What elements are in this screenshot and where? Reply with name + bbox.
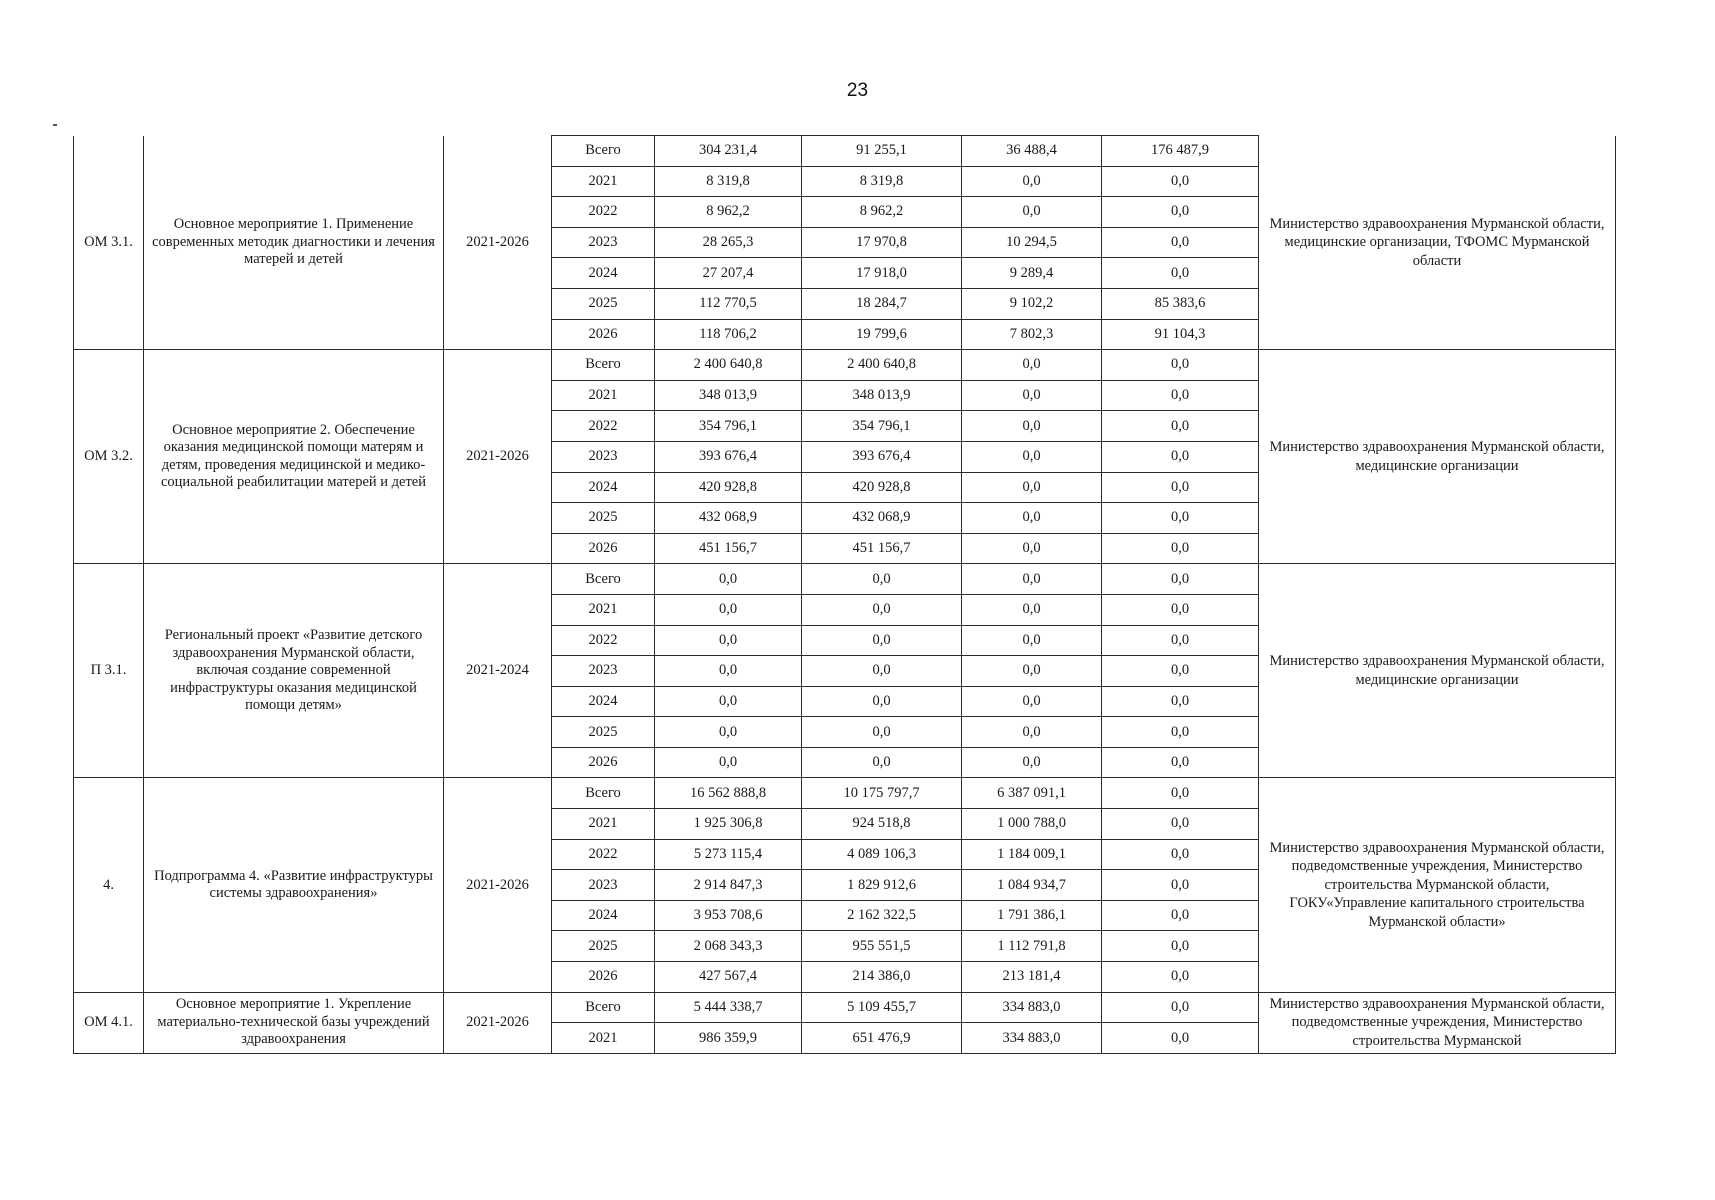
other-sources-cell: 0,0 bbox=[1102, 656, 1259, 687]
total-cell: 5 273 115,4 bbox=[655, 839, 802, 870]
regional-budget-cell: 0,0 bbox=[802, 686, 962, 717]
other-sources-cell: 0,0 bbox=[1102, 778, 1259, 809]
year-cell: Всего bbox=[552, 778, 655, 809]
regional-budget-cell: 393 676,4 bbox=[802, 441, 962, 472]
regional-budget-cell: 10 175 797,7 bbox=[802, 778, 962, 809]
year-cell: 2026 bbox=[552, 962, 655, 993]
year-cell: 2021 bbox=[552, 380, 655, 411]
total-cell: 8 962,2 bbox=[655, 197, 802, 228]
federal-budget-cell: 0,0 bbox=[962, 717, 1102, 748]
year-cell: 2024 bbox=[552, 686, 655, 717]
total-cell: 420 928,8 bbox=[655, 472, 802, 503]
other-sources-cell: 0,0 bbox=[1102, 350, 1259, 381]
regional-budget-cell: 0,0 bbox=[802, 717, 962, 748]
section-code-cell: ОМ 4.1. bbox=[74, 992, 144, 1053]
federal-budget-cell: 0,0 bbox=[962, 747, 1102, 778]
year-cell: 2025 bbox=[552, 717, 655, 748]
year-cell: Всего bbox=[552, 136, 655, 167]
section-period-cell: 2021-2026 bbox=[444, 992, 552, 1053]
total-cell: 0,0 bbox=[655, 747, 802, 778]
responsible-cell: Министерство здравоохранения Мурманской области, медицинские организации bbox=[1259, 350, 1616, 564]
section-name-cell: Основное мероприятие 2. Обеспечение оказания медицинской помощи матерям и детям, проведения медицинской и медико-социальной реабилитации матерей и детей bbox=[144, 350, 444, 564]
section-code-cell: 4. bbox=[74, 778, 144, 992]
other-sources-cell: 91 104,3 bbox=[1102, 319, 1259, 350]
federal-budget-cell: 1 184 009,1 bbox=[962, 839, 1102, 870]
other-sources-cell: 0,0 bbox=[1102, 411, 1259, 442]
total-cell: 0,0 bbox=[655, 656, 802, 687]
other-sources-cell: 0,0 bbox=[1102, 258, 1259, 289]
section-name-cell: Основное мероприятие 1. Укрепление материально-технической базы учреждений здравоохранения bbox=[144, 992, 444, 1053]
federal-budget-cell: 9 102,2 bbox=[962, 288, 1102, 319]
section-code-cell: ОМ 3.1. bbox=[74, 136, 144, 350]
regional-budget-cell: 1 829 912,6 bbox=[802, 870, 962, 901]
regional-budget-cell: 0,0 bbox=[802, 625, 962, 656]
regional-budget-cell: 18 284,7 bbox=[802, 288, 962, 319]
other-sources-cell: 0,0 bbox=[1102, 564, 1259, 595]
total-cell: 0,0 bbox=[655, 717, 802, 748]
table-row bbox=[74, 136, 1616, 167]
total-cell: 2 914 847,3 bbox=[655, 870, 802, 901]
section-code-cell: П 3.1. bbox=[74, 564, 144, 778]
total-cell: 986 359,9 bbox=[655, 1023, 802, 1054]
other-sources-cell: 0,0 bbox=[1102, 166, 1259, 197]
total-cell: 427 567,4 bbox=[655, 962, 802, 993]
year-cell: 2024 bbox=[552, 258, 655, 289]
total-cell: 1 925 306,8 bbox=[655, 809, 802, 840]
table-row bbox=[74, 778, 1616, 809]
regional-budget-cell: 0,0 bbox=[802, 747, 962, 778]
other-sources-cell: 0,0 bbox=[1102, 472, 1259, 503]
regional-budget-cell: 0,0 bbox=[802, 594, 962, 625]
other-sources-cell: 0,0 bbox=[1102, 839, 1259, 870]
section-period-cell: 2021-2026 bbox=[444, 778, 552, 992]
federal-budget-cell: 0,0 bbox=[962, 166, 1102, 197]
regional-budget-cell: 432 068,9 bbox=[802, 503, 962, 534]
total-cell: 16 562 888,8 bbox=[655, 778, 802, 809]
other-sources-cell: 85 383,6 bbox=[1102, 288, 1259, 319]
regional-budget-cell: 0,0 bbox=[802, 564, 962, 595]
total-cell: 0,0 bbox=[655, 594, 802, 625]
federal-budget-cell: 1 000 788,0 bbox=[962, 809, 1102, 840]
regional-budget-cell: 5 109 455,7 bbox=[802, 992, 962, 1023]
table-row bbox=[74, 350, 1616, 381]
regional-budget-cell: 420 928,8 bbox=[802, 472, 962, 503]
page-number: 23 bbox=[846, 80, 869, 101]
regional-budget-cell: 17 918,0 bbox=[802, 258, 962, 289]
federal-budget-cell: 0,0 bbox=[962, 625, 1102, 656]
regional-budget-cell: 17 970,8 bbox=[802, 227, 962, 258]
responsible-cell: Министерство здравоохранения Мурманской области, медицинские организации, ТФОМС Мурманской области bbox=[1259, 136, 1616, 350]
table-row bbox=[74, 992, 1616, 1023]
federal-budget-cell: 0,0 bbox=[962, 503, 1102, 534]
section-period-cell: 2021-2026 bbox=[444, 350, 552, 564]
other-sources-cell: 0,0 bbox=[1102, 503, 1259, 534]
other-sources-cell: 0,0 bbox=[1102, 870, 1259, 901]
federal-budget-cell: 1 791 386,1 bbox=[962, 900, 1102, 931]
other-sources-cell: 0,0 bbox=[1102, 1023, 1259, 1054]
year-cell: 2023 bbox=[552, 656, 655, 687]
other-sources-cell: 0,0 bbox=[1102, 441, 1259, 472]
year-cell: 2025 bbox=[552, 931, 655, 962]
federal-budget-cell: 0,0 bbox=[962, 533, 1102, 564]
year-cell: 2021 bbox=[552, 1023, 655, 1054]
total-cell: 348 013,9 bbox=[655, 380, 802, 411]
federal-budget-cell: 0,0 bbox=[962, 686, 1102, 717]
year-cell: 2021 bbox=[552, 594, 655, 625]
regional-budget-cell: 8 962,2 bbox=[802, 197, 962, 228]
other-sources-cell: 0,0 bbox=[1102, 197, 1259, 228]
federal-budget-cell: 0,0 bbox=[962, 564, 1102, 595]
federal-budget-cell: 1 112 791,8 bbox=[962, 931, 1102, 962]
total-cell: 5 444 338,7 bbox=[655, 992, 802, 1023]
section-code-cell: ОМ 3.2. bbox=[74, 350, 144, 564]
section-period-cell: 2021-2024 bbox=[444, 564, 552, 778]
federal-budget-cell: 0,0 bbox=[962, 350, 1102, 381]
other-sources-cell: 176 487,9 bbox=[1102, 136, 1259, 167]
regional-budget-cell: 91 255,1 bbox=[802, 136, 962, 167]
other-sources-cell: 0,0 bbox=[1102, 962, 1259, 993]
total-cell: 304 231,4 bbox=[655, 136, 802, 167]
total-cell: 27 207,4 bbox=[655, 258, 802, 289]
federal-budget-cell: 334 883,0 bbox=[962, 992, 1102, 1023]
regional-budget-cell: 19 799,6 bbox=[802, 319, 962, 350]
regional-budget-cell: 348 013,9 bbox=[802, 380, 962, 411]
year-cell: 2023 bbox=[552, 227, 655, 258]
regional-budget-cell: 354 796,1 bbox=[802, 411, 962, 442]
other-sources-cell: 0,0 bbox=[1102, 809, 1259, 840]
other-sources-cell: 0,0 bbox=[1102, 625, 1259, 656]
federal-budget-cell: 0,0 bbox=[962, 594, 1102, 625]
year-cell: Всего bbox=[552, 564, 655, 595]
other-sources-cell: 0,0 bbox=[1102, 900, 1259, 931]
total-cell: 112 770,5 bbox=[655, 288, 802, 319]
federal-budget-cell: 213 181,4 bbox=[962, 962, 1102, 993]
year-cell: 2022 bbox=[552, 411, 655, 442]
regional-budget-cell: 651 476,9 bbox=[802, 1023, 962, 1054]
scan-speck bbox=[53, 124, 57, 126]
budget-table bbox=[73, 135, 1616, 1054]
federal-budget-cell: 0,0 bbox=[962, 656, 1102, 687]
regional-budget-cell: 4 089 106,3 bbox=[802, 839, 962, 870]
total-cell: 354 796,1 bbox=[655, 411, 802, 442]
total-cell: 28 265,3 bbox=[655, 227, 802, 258]
section-name-cell: Основное мероприятие 1. Применение современных методик диагностики и лечения матерей и детей bbox=[144, 136, 444, 350]
regional-budget-cell: 0,0 bbox=[802, 656, 962, 687]
responsible-cell: Министерство здравоохранения Мурманской области, подведомственные учреждения, Министерство строительства Мурманской bbox=[1259, 992, 1616, 1053]
section-name-cell: Региональный проект «Развитие детского здравоохранения Мурманской области, включая создание современной инфраструктуры оказания медицинской помощи детям» bbox=[144, 564, 444, 778]
section-name-cell: Подпрограмма 4. «Развитие инфраструктуры системы здравоохранения» bbox=[144, 778, 444, 992]
regional-budget-cell: 214 386,0 bbox=[802, 962, 962, 993]
federal-budget-cell: 10 294,5 bbox=[962, 227, 1102, 258]
year-cell: 2022 bbox=[552, 839, 655, 870]
regional-budget-cell: 2 400 640,8 bbox=[802, 350, 962, 381]
federal-budget-cell: 7 802,3 bbox=[962, 319, 1102, 350]
total-cell: 2 400 640,8 bbox=[655, 350, 802, 381]
regional-budget-cell: 955 551,5 bbox=[802, 931, 962, 962]
other-sources-cell: 0,0 bbox=[1102, 533, 1259, 564]
year-cell: 2026 bbox=[552, 747, 655, 778]
federal-budget-cell: 0,0 bbox=[962, 411, 1102, 442]
federal-budget-cell: 6 387 091,1 bbox=[962, 778, 1102, 809]
year-cell: 2021 bbox=[552, 809, 655, 840]
year-cell: 2026 bbox=[552, 319, 655, 350]
other-sources-cell: 0,0 bbox=[1102, 717, 1259, 748]
year-cell: 2025 bbox=[552, 288, 655, 319]
year-cell: 2024 bbox=[552, 472, 655, 503]
year-cell: 2022 bbox=[552, 197, 655, 228]
year-cell: 2026 bbox=[552, 533, 655, 564]
total-cell: 0,0 bbox=[655, 564, 802, 595]
total-cell: 3 953 708,6 bbox=[655, 900, 802, 931]
other-sources-cell: 0,0 bbox=[1102, 992, 1259, 1023]
federal-budget-cell: 0,0 bbox=[962, 441, 1102, 472]
federal-budget-cell: 9 289,4 bbox=[962, 258, 1102, 289]
total-cell: 2 068 343,3 bbox=[655, 931, 802, 962]
other-sources-cell: 0,0 bbox=[1102, 747, 1259, 778]
federal-budget-cell: 36 488,4 bbox=[962, 136, 1102, 167]
regional-budget-cell: 8 319,8 bbox=[802, 166, 962, 197]
federal-budget-cell: 334 883,0 bbox=[962, 1023, 1102, 1054]
total-cell: 118 706,2 bbox=[655, 319, 802, 350]
federal-budget-cell: 0,0 bbox=[962, 380, 1102, 411]
responsible-cell: Министерство здравоохранения Мурманской области, медицинские организации bbox=[1259, 564, 1616, 778]
total-cell: 0,0 bbox=[655, 686, 802, 717]
responsible-cell: Министерство здравоохранения Мурманской области, подведомственные учреждения, Министерство строительства Мурманской области, ГОКУ«Управление капитального строительства Мурманской области» bbox=[1259, 778, 1616, 992]
section-period-cell: 2021-2026 bbox=[444, 136, 552, 350]
year-cell: 2025 bbox=[552, 503, 655, 534]
regional-budget-cell: 2 162 322,5 bbox=[802, 900, 962, 931]
other-sources-cell: 0,0 bbox=[1102, 686, 1259, 717]
other-sources-cell: 0,0 bbox=[1102, 380, 1259, 411]
table-row bbox=[74, 564, 1616, 595]
total-cell: 8 319,8 bbox=[655, 166, 802, 197]
other-sources-cell: 0,0 bbox=[1102, 931, 1259, 962]
year-cell: 2021 bbox=[552, 166, 655, 197]
total-cell: 432 068,9 bbox=[655, 503, 802, 534]
year-cell: 2023 bbox=[552, 870, 655, 901]
other-sources-cell: 0,0 bbox=[1102, 594, 1259, 625]
federal-budget-cell: 0,0 bbox=[962, 197, 1102, 228]
total-cell: 0,0 bbox=[655, 625, 802, 656]
other-sources-cell: 0,0 bbox=[1102, 227, 1259, 258]
total-cell: 451 156,7 bbox=[655, 533, 802, 564]
year-cell: Всего bbox=[552, 992, 655, 1023]
table-body bbox=[74, 136, 1616, 1054]
federal-budget-cell: 0,0 bbox=[962, 472, 1102, 503]
year-cell: Всего bbox=[552, 350, 655, 381]
regional-budget-cell: 451 156,7 bbox=[802, 533, 962, 564]
federal-budget-cell: 1 084 934,7 bbox=[962, 870, 1102, 901]
year-cell: 2024 bbox=[552, 900, 655, 931]
year-cell: 2022 bbox=[552, 625, 655, 656]
total-cell: 393 676,4 bbox=[655, 441, 802, 472]
year-cell: 2023 bbox=[552, 441, 655, 472]
regional-budget-cell: 924 518,8 bbox=[802, 809, 962, 840]
